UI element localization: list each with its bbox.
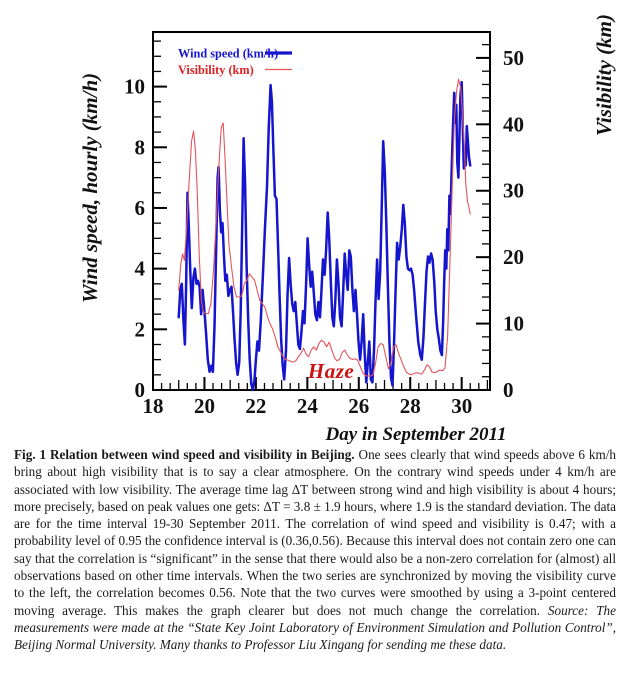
y-left-tick-label: 4 (134, 256, 145, 281)
x-tick-label: 26 (348, 394, 370, 418)
x-tick-label: 22 (245, 394, 267, 418)
x-tick-label: 20 (193, 394, 215, 418)
caption-title: Relation between wind speed and visibility in Beijing. (50, 447, 355, 462)
y-left-tick-label: 8 (134, 135, 145, 160)
y-right-tick-label: 50 (503, 45, 524, 70)
y-right-tick-label: 0 (503, 378, 514, 402)
y-left-axis-title: Wind speed, hourly (km/h) (78, 72, 102, 304)
y-left-tick-label: 10 (124, 74, 145, 99)
caption-fig-label: Fig. 1 (14, 447, 47, 462)
y-left-tick-label: 6 (134, 195, 145, 220)
x-tick-label: 30 (451, 394, 473, 418)
y-right-tick-label: 20 (503, 245, 524, 270)
haze-annotation: Haze (307, 358, 355, 383)
y-right-axis-title: Visibility (km) (592, 14, 616, 136)
figure-caption (14, 446, 616, 654)
y-left-tick-label: 2 (134, 317, 145, 342)
legend-label: Wind speed (km/h) (178, 46, 279, 61)
caption-source: Source: The measurements were made at the “State Key Joint Laboratory of Environment Simulation and Pollution Control”, Beijing Normal University. Many thanks to Professor Liu Xingang for sending me these data. (14, 602, 616, 653)
y-left-tick-label: 0 (134, 378, 145, 402)
x-axis-title: Day in September 2011 (325, 424, 507, 445)
legend-label: Visibility (km) (178, 63, 254, 77)
y-right-tick-label: 10 (503, 311, 524, 336)
y-right-tick-label: 40 (503, 112, 524, 137)
x-tick-label: 18 (142, 394, 164, 418)
y-right-tick-label: 30 (503, 178, 524, 203)
x-tick-label: 24 (296, 394, 318, 418)
x-tick-label: 28 (399, 394, 421, 418)
caption-body: One sees clearly that wind speeds above 6 km/h bring about high visibility that is to say a clear atmosphere. On the contrary wind speeds under 4 km/h are associated with low visibility. The average time lag ΔT between strong wind and high visibility is about 4 hours; more precisely, based on peak values one gets: ΔT = 3.8 ± 1.9 hours, where 1.9 is the standard deviation. The data are for the time interval 19-30 September 2011. The correlation of wind speed and visibility is 0.47; with a probability level of 0.95 the confidence interval is (0.36,0.56). Because this interval does not contain zero one can say that the correlation is “significant” in the sense that there would also be a non-zero correlation for (almost) all observations based on other time intervals. When the two series are synchronized by moving the visibility curve to the left, the correlation becomes 0.56. Note that the two curves were smoothed by using a 3-point centered moving average. This makes the graph clearer but does not much change the correlation. (14, 447, 617, 618)
